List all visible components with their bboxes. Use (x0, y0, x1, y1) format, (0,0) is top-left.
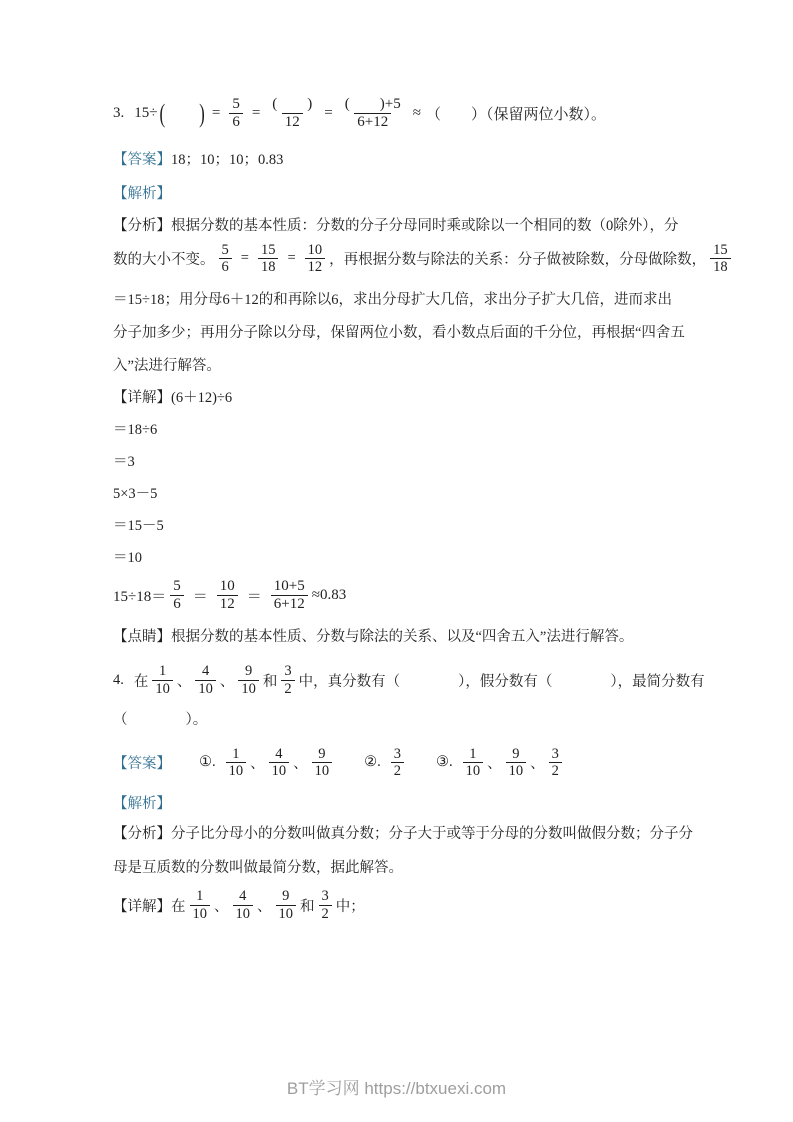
fraction (195, 663, 216, 697)
fraction-denominator: 10 (190, 905, 211, 923)
fraction-numerator: ( ) (272, 96, 313, 112)
fraction-numerator: 9 (512, 745, 520, 762)
fraction (319, 888, 332, 922)
question-4-stem (113, 663, 705, 698)
separator: 、 (176, 674, 192, 691)
answer-value: 18；10；10；0.83 (171, 151, 284, 168)
fraction (190, 888, 211, 922)
fraction-numerator: 9 (318, 745, 326, 762)
fraction-denominator: 10 (152, 680, 173, 698)
fraction-denominator: 10 (276, 905, 297, 923)
fraction (305, 242, 326, 276)
fraction-denominator: 6+12 (271, 595, 308, 613)
fraction-numerator: 3 (551, 745, 559, 762)
question-number: 3. (113, 105, 125, 122)
separator: 、 (214, 898, 229, 915)
math-text: 15÷ (134, 105, 158, 122)
item-marker: ②. (364, 754, 381, 771)
xiangjie-step (113, 484, 691, 504)
fraction-numerator: 5 (173, 577, 181, 594)
fraction (276, 888, 297, 922)
fraction-numerator: 15 (713, 241, 728, 258)
fraction-denominator: 12 (282, 113, 303, 131)
final-equation (113, 578, 691, 614)
fraction-numerator: 15 (260, 241, 276, 258)
paragraph-text: 母是互质数的分数叫做最简分数，据此解答。 (113, 860, 403, 877)
paragraph-text: 【分析】根据分数的基本性质：分数的分子分母同时乘或除以一个相同的数（0除外），分 (113, 217, 679, 234)
fraction-numerator: 4 (239, 888, 247, 905)
paren-close: ) (199, 98, 205, 128)
math-text: 5×3－5 (113, 485, 158, 502)
fraction-denominator: 2 (281, 680, 294, 698)
fraction-numerator: 10+5 (273, 577, 305, 594)
fenxi-line-2 (113, 241, 728, 276)
equals-sign: ＝ (246, 589, 262, 606)
paragraph-text: 在 (133, 674, 149, 691)
paragraph-text: 分子加多少；再用分子除以分母，保留两位小数，看小数点后面的千分位，再根据“四舍五 (113, 324, 685, 341)
fraction-denominator: 6 (219, 258, 232, 276)
paragraph-text: 和 (300, 898, 315, 915)
fenxi-line-1 (113, 824, 691, 844)
document-content (113, 96, 728, 922)
fraction-denominator: 2 (319, 905, 332, 923)
paragraph-text: 中，真分数有（ ），假分数有（ ），最简分数有 (298, 674, 705, 691)
site-watermark: BT学习网 https://btxuexi.com (286, 1079, 507, 1098)
fraction (342, 96, 404, 132)
jiexi-line (113, 184, 691, 204)
fraction (226, 746, 247, 780)
fraction-numerator: ( )+5 (344, 96, 401, 112)
answer-line (113, 150, 691, 170)
fraction-numerator: 3 (284, 663, 292, 680)
fraction-denominator: 10 (195, 680, 216, 698)
fraction-numerator: 1 (469, 745, 477, 762)
xiangjie-label: 【详解】 (113, 389, 171, 406)
fraction (152, 663, 173, 697)
fraction (219, 242, 232, 276)
equals-sign: = (240, 250, 249, 267)
fraction-denominator: 6 (229, 113, 243, 131)
paragraph-text: 【点睛】根据分数的基本性质、分数与除法的关系、以及“四舍五入”法进行解答。 (113, 629, 634, 646)
item-marker: ③. (436, 754, 453, 771)
paragraph-text: 数的大小不变。 (113, 252, 215, 269)
paragraph-text: ，再根据分数与除法的关系：分子做被除数，分母做除数， (329, 252, 707, 269)
equals-sign: = (211, 105, 221, 122)
xiangjie-line (113, 888, 691, 922)
jiexi-label: 【解析】 (113, 185, 171, 202)
blank-space (167, 103, 197, 124)
fraction (170, 578, 184, 614)
fraction (312, 746, 333, 780)
fraction-denominator: 10 (312, 762, 333, 780)
fraction-denominator: 10 (506, 762, 527, 780)
xiangjie-step (113, 420, 691, 440)
jiexi-label: 【解析】 (113, 796, 171, 813)
equals-sign: = (287, 250, 296, 267)
separator: 、 (487, 756, 502, 773)
approx-result: ≈0.83 (311, 587, 347, 604)
fraction (269, 96, 315, 132)
equals-sign: = (251, 105, 261, 122)
fraction (217, 578, 238, 614)
math-text: 15÷18＝ (113, 589, 167, 606)
fraction (710, 242, 731, 276)
fraction (229, 96, 243, 132)
separator: 、 (257, 898, 272, 915)
math-text: (6＋12)÷6 (171, 389, 233, 406)
fraction-denominator: 18 (710, 258, 731, 276)
fraction (258, 242, 279, 276)
approx-sign: ≈ (412, 105, 421, 122)
answer-line (113, 746, 691, 780)
fraction-numerator: 4 (275, 745, 283, 762)
paragraph-text: 和 (262, 674, 278, 691)
math-text: ＝15－5 (113, 517, 164, 534)
math-text: ＝10 (113, 549, 142, 566)
fraction-denominator: 12 (217, 595, 238, 613)
fraction (506, 746, 527, 780)
math-text: ＝18÷6 (113, 421, 158, 438)
fraction-numerator: 1 (159, 663, 167, 680)
fraction-denominator: 10 (463, 762, 484, 780)
separator: 、 (293, 756, 308, 773)
fraction-denominator: 6 (170, 595, 184, 613)
fraction-denominator: 2 (391, 762, 404, 780)
fraction-denominator: 18 (258, 258, 279, 276)
fraction-numerator: 9 (282, 888, 290, 905)
answer-label: 【答案】 (113, 151, 171, 168)
fraction (281, 663, 294, 697)
fraction (233, 888, 254, 922)
fraction-numerator: 9 (245, 663, 253, 680)
xiangjie-step (113, 548, 691, 568)
fraction-denominator: 10 (269, 762, 290, 780)
separator: 、 (250, 756, 265, 773)
fraction-denominator: 10 (226, 762, 247, 780)
fraction-numerator: 10 (219, 577, 235, 594)
xiangjie-label: 【详解】 (113, 898, 171, 915)
fraction-denominator: 10 (233, 905, 254, 923)
fraction-denominator: 10 (238, 680, 259, 698)
fraction (463, 746, 484, 780)
paren-open: ( (159, 98, 166, 128)
fraction (269, 746, 290, 780)
fraction (549, 746, 562, 780)
question-number: 4. (113, 672, 124, 689)
fraction-numerator: 1 (196, 888, 204, 905)
fraction-numerator: 5 (232, 96, 240, 112)
question-4-stem-line-2 (113, 710, 691, 730)
fraction-numerator: 3 (393, 745, 401, 762)
fraction-numerator: 5 (221, 241, 229, 258)
blank-parens: （ ）。 (113, 711, 208, 728)
paragraph-text: 入”法进行解答。 (113, 357, 221, 374)
question-3-stem (113, 96, 691, 132)
fraction-numerator: 4 (202, 663, 210, 680)
fraction (238, 663, 259, 697)
fraction-denominator: 6+12 (354, 113, 391, 131)
stem-tail: （ ）（保留两位小数）。 (425, 107, 606, 124)
fenxi-line-5 (113, 356, 691, 376)
fraction-numerator: 10 (307, 241, 323, 258)
paragraph-text: 【分析】分子比分母小的分数叫做真分数；分子大于或等于分母的分数叫做假分数；分子分 (113, 826, 693, 843)
fraction-denominator: 12 (305, 258, 326, 276)
xiangjie-step (113, 388, 691, 408)
paragraph-text: 在 (171, 898, 186, 915)
jiexi-line (113, 794, 691, 814)
fenxi-line-3 (113, 290, 691, 310)
fenxi-line-1 (113, 216, 691, 236)
fraction (271, 578, 308, 614)
dianjing-line (113, 627, 691, 647)
fraction-numerator: 1 (232, 745, 240, 762)
paragraph-text: ＝15÷18；用分母6＋12的和再除以6，求出分母扩大几倍，求出分子扩大几倍，进而求出 (113, 291, 672, 308)
equals-sign: ＝ (192, 589, 208, 606)
fraction (391, 746, 404, 780)
separator: 、 (219, 674, 235, 691)
item-marker: ①. (199, 754, 216, 771)
fraction-numerator: 3 (321, 888, 329, 905)
equals-sign: = (324, 105, 333, 122)
separator: 、 (530, 756, 545, 773)
math-text: ＝3 (113, 453, 135, 470)
xiangjie-step (113, 516, 691, 536)
paragraph-text: 中； (335, 898, 365, 915)
fenxi-line-2 (113, 858, 691, 878)
xiangjie-step (113, 452, 691, 472)
fraction-denominator: 2 (549, 762, 562, 780)
fenxi-line-4 (113, 323, 691, 343)
answer-label: 【答案】 (113, 756, 171, 773)
